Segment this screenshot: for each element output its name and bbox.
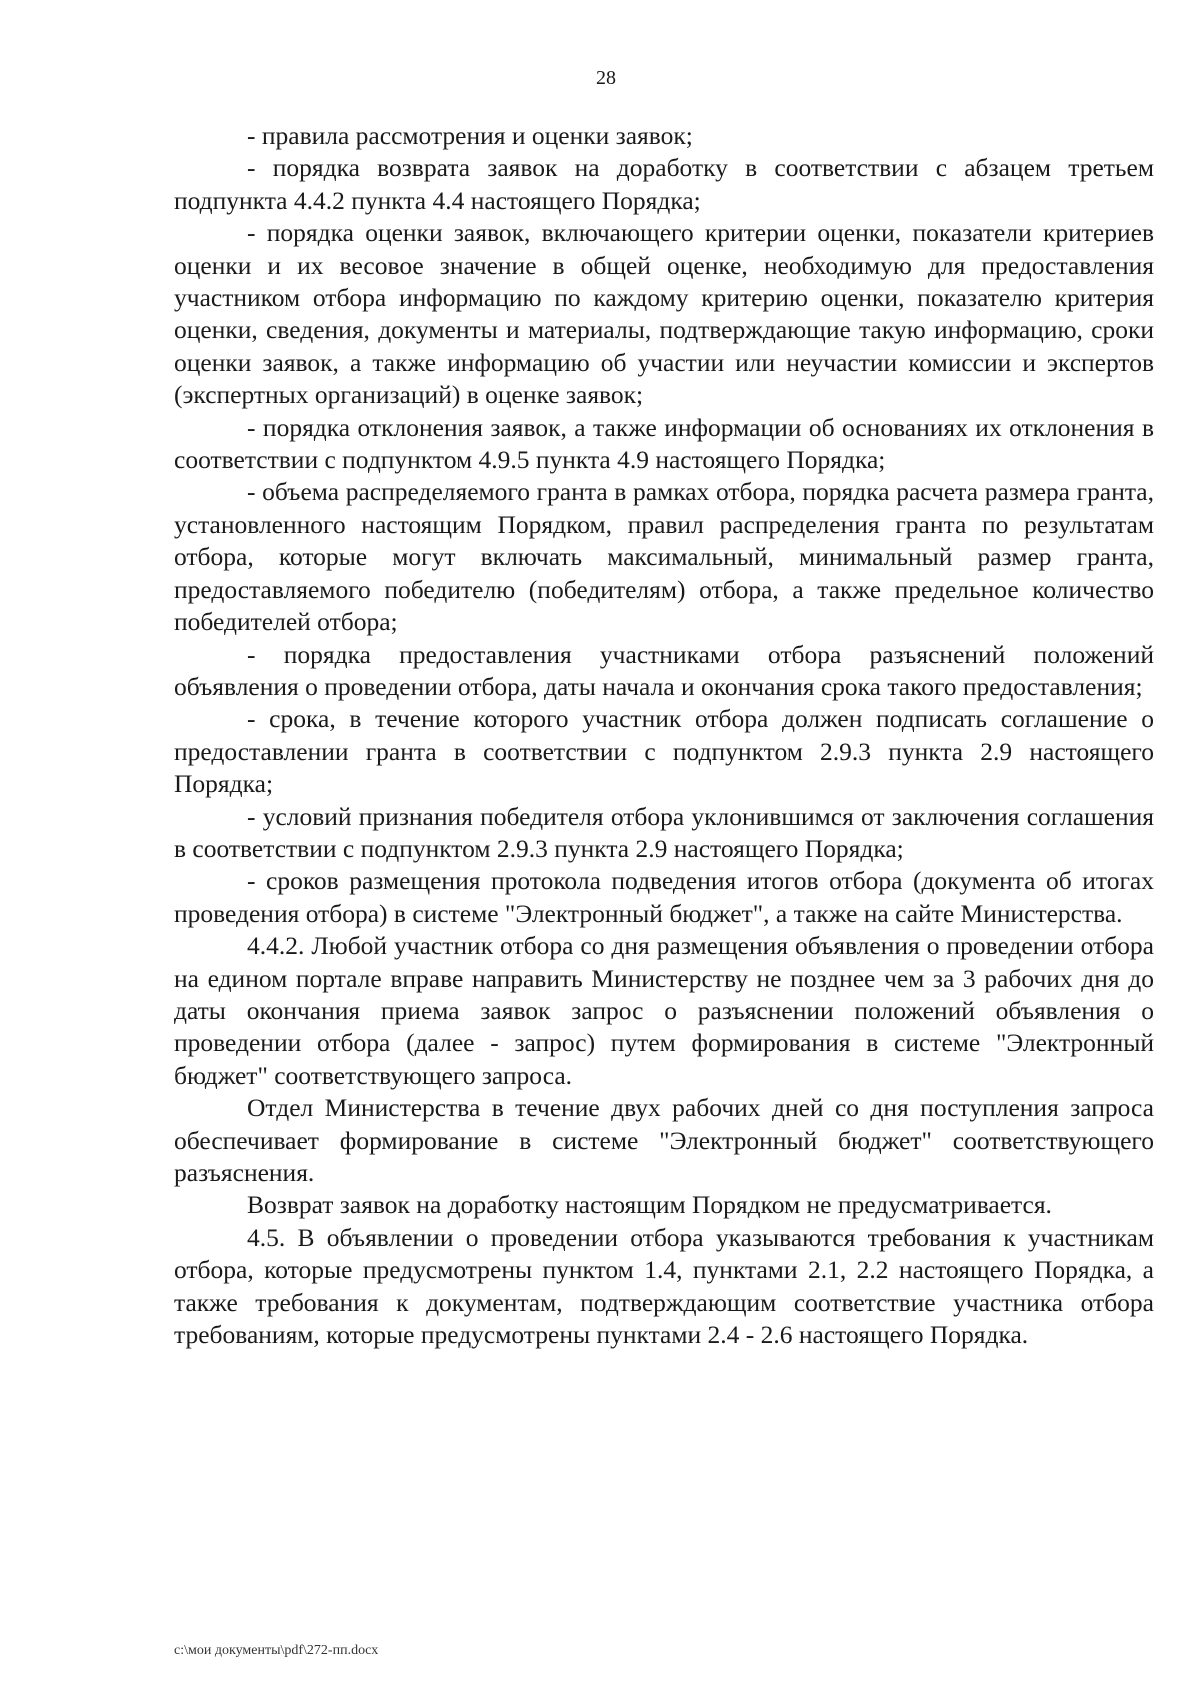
paragraph: - сроков размещения протокола подведения итогов отбора (документа об итогах проведения отбора) в системе "Электронный бюджет", а также на сайте Министерства.	[174, 866, 1154, 928]
page-number: 28	[596, 67, 616, 89]
document-body	[174, 120, 1154, 1351]
paragraph: - порядка возврата заявок на доработку в соответствии с абзацем третьем подпункта 4.4.2 пункта 4.4 настоящего Порядка;	[174, 153, 1154, 215]
paragraph: - правила рассмотрения и оценки заявок;	[247, 121, 693, 150]
paragraph: - порядка предоставления участниками отбора разъяснений положений объявления о проведении отбора, даты начала и окончания срока такого предоставления;	[174, 639, 1154, 701]
paragraph: - порядка оценки заявок, включающего критерии оценки, показатели критериев оценки и их весовое значение в общей оценке, необходимую для предоставления участником отбора информацию по каждому критерию оценки, показателю критерия оценки, сведения, документы и материалы, подтверждающие такую информацию, сроки оценки заявок, а также информацию об участии или неучастии комиссии и экспертов (экспертных организаций) в оценке заявок;	[174, 218, 1154, 410]
paragraph: 4.4.2. Любой участник отбора со дня размещения объявления о проведении отбора на едином портале вправе направить Министерству не позднее чем за 3 рабочих дня до даты окончания приема заявок запрос о разъяснении положений объявления о проведении отбора (далее - запрос) путем формирования в системе "Электронный бюджет" соответствующего запроса.	[174, 931, 1154, 1090]
paragraph: - срока, в течение которого участник отбора должен подписать соглашение о предоставлении гранта в соответствии с подпунктом 2.9.3 пункта 2.9 настоящего Порядка;	[174, 704, 1154, 799]
paragraph: - объема распределяемого гранта в рамках отбора, порядка расчета размера гранта, установленного настоящим Порядком, правил распределения гранта по результатам отбора, которые могут включать максимальный, минимальный размер гранта, предоставляемого победителю (победителям) отбора, а также предельное количество победителей отбора;	[174, 477, 1154, 637]
paragraph: Возврат заявок на доработку настоящим Порядком не предусматривается.	[247, 1190, 1052, 1220]
paragraph: - порядка отклонения заявок, а также информации об основаниях их отклонения в соответствии с подпунктом 4.9.5 пункта 4.9 настоящего Порядка;	[174, 412, 1154, 475]
paragraph: Отдел Министерства в течение двух рабочих дней со дня поступления запроса обеспечивает формирование в системе "Электронный бюджет" соответствующего разъяснения.	[174, 1093, 1154, 1187]
footer-file-path: c:\мои документы\pdf\272-пп.docx	[174, 1643, 379, 1658]
paragraph: - условий признания победителя отбора уклонившимся от заключения соглашения в соответствии с подпунктом 2.9.3 пункта 2.9 настоящего Порядка;	[174, 801, 1154, 863]
paragraph: 4.5. В объявлении о проведении отбора указываются требования к участникам отбора, которые предусмотрены пунктом 1.4, пунктами 2.1, 2.2 настоящего Порядка, а также требования к документам, подтверждающим соответствие участника отбора требованиям, которые предусмотрены пунктами 2.4 - 2.6 настоящего Порядка.	[174, 1222, 1154, 1350]
